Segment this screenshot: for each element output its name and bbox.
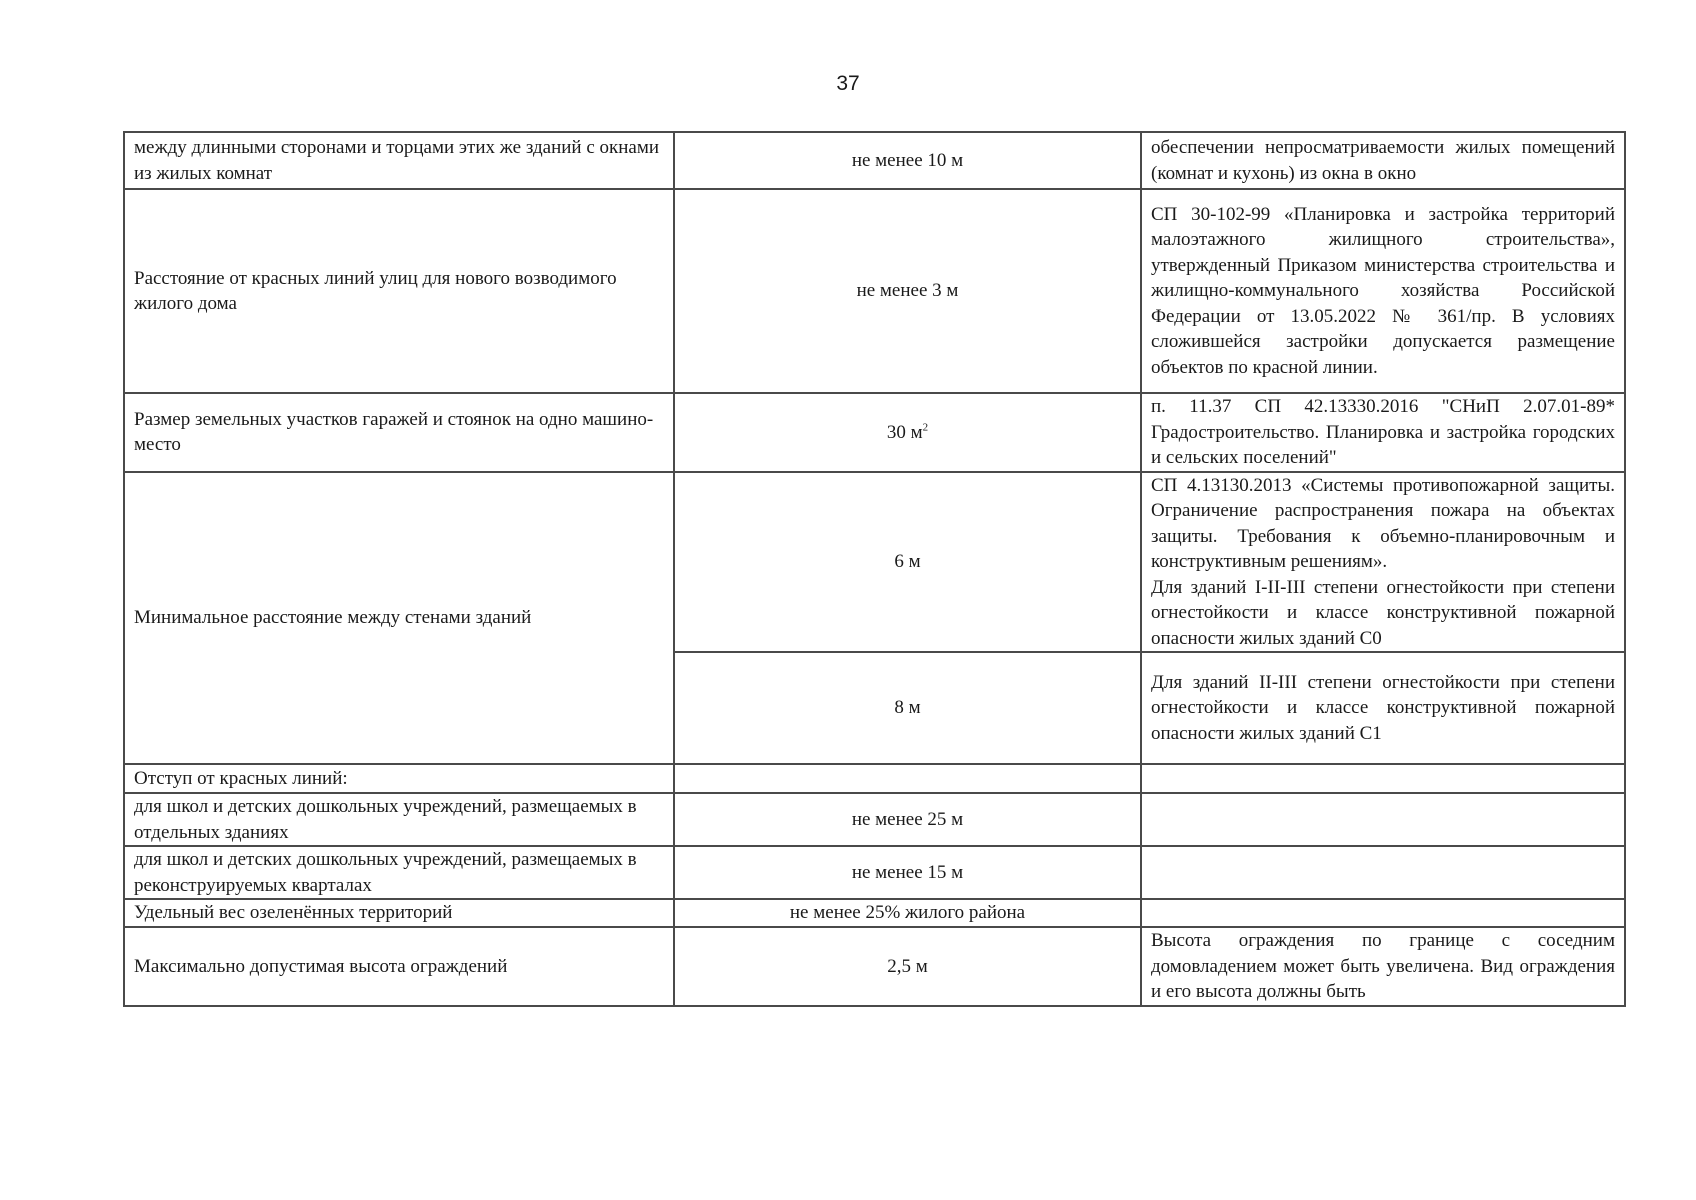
param-cell: Удельный вес озеленённых территорий [124,899,674,927]
param-cell: для школ и детских дошкольных учреждений, размещаемых в отдельных зданиях [124,793,674,846]
value-cell: 6 м [674,472,1141,653]
value-cell: не менее 15 м [674,846,1141,899]
value-text: 30 м [886,421,923,443]
note-cell: п. 11.37 СП 42.13330.2016 "СНиП 2.07.01-89* Градостроительство. Планировка и застройка городских и сельских поселений" [1141,393,1625,472]
page-number: 37 [836,72,860,95]
note-cell: Высота ограждения по границе с соседним домовладением может быть увеличена. Вид ограждения и его высота должны быть [1141,927,1625,1006]
param-cell: Размер земельных участков гаражей и стоянок на одно машино-место [124,393,674,472]
table-row [124,793,1625,846]
table-row [124,846,1625,899]
table-row [124,132,1625,189]
param-cell: Расстояние от красных линий улиц для нового возводимого жилого дома [124,189,674,393]
note-cell: СП 30-102-99 «Планировка и застройка территорий малоэтажного жилищного строительства», утвержденный Приказом министерства строительства и жилищно-коммунального хозяйства Российской Федерации от 13.05.2022 № 361/пр. В условиях сложившейся застройки допускается размещение объектов по красной линии. [1141,189,1625,393]
table-row [124,189,1625,393]
param-cell: Отступ от красных линий: [124,764,674,793]
table-row [124,927,1625,1006]
table-row [124,393,1625,472]
value-cell [674,764,1141,793]
note-cell: Для зданий II-III степени огнестойкости при степени огнестойкости и классе конструктивной пожарной опасности жилых зданий С1 [1141,652,1625,764]
value-cell: 8 м [674,652,1141,764]
param-cell: между длинными сторонами и торцами этих же зданий с окнами из жилых комнат [124,132,674,189]
note-paragraph: СП 4.13130.2013 «Системы противопожарной защиты. Ограничение распространения пожара на объектах защиты. Требования к объемно-планировочным и конструктивным решениям». [1151,474,1615,572]
table-row [124,472,1625,653]
norms-table [123,131,1626,1007]
note-cell: обеспечении непросматриваемости жилых помещений (комнат и кухонь) из окна в окно [1141,132,1625,189]
table-row [124,764,1625,793]
value-cell: не менее 3 м [674,189,1141,393]
value-cell [674,393,1141,472]
note-cell [1141,472,1625,653]
note-cell [1141,899,1625,927]
value-cell: не менее 25 м [674,793,1141,846]
param-cell: Минимальное расстояние между стенами зданий [124,472,674,765]
value-cell: не менее 25% жилого района [674,899,1141,927]
note-cell [1141,846,1625,899]
value-cell: не менее 10 м [674,132,1141,189]
value-cell: 2,5 м [674,927,1141,1006]
note-paragraph: Для зданий I-II-III степени огнестойкости при степени огнестойкости и классе конструктивной пожарной опасности жилых зданий С0 [1151,576,1615,649]
param-cell: Максимально допустимая высота ограждений [124,927,674,1006]
note-cell [1141,793,1625,846]
table-row [124,899,1625,927]
value-superscript: 2 [922,421,929,434]
param-cell: для школ и детских дошкольных учреждений, размещаемых в реконструируемых кварталах [124,846,674,899]
note-cell [1141,764,1625,793]
